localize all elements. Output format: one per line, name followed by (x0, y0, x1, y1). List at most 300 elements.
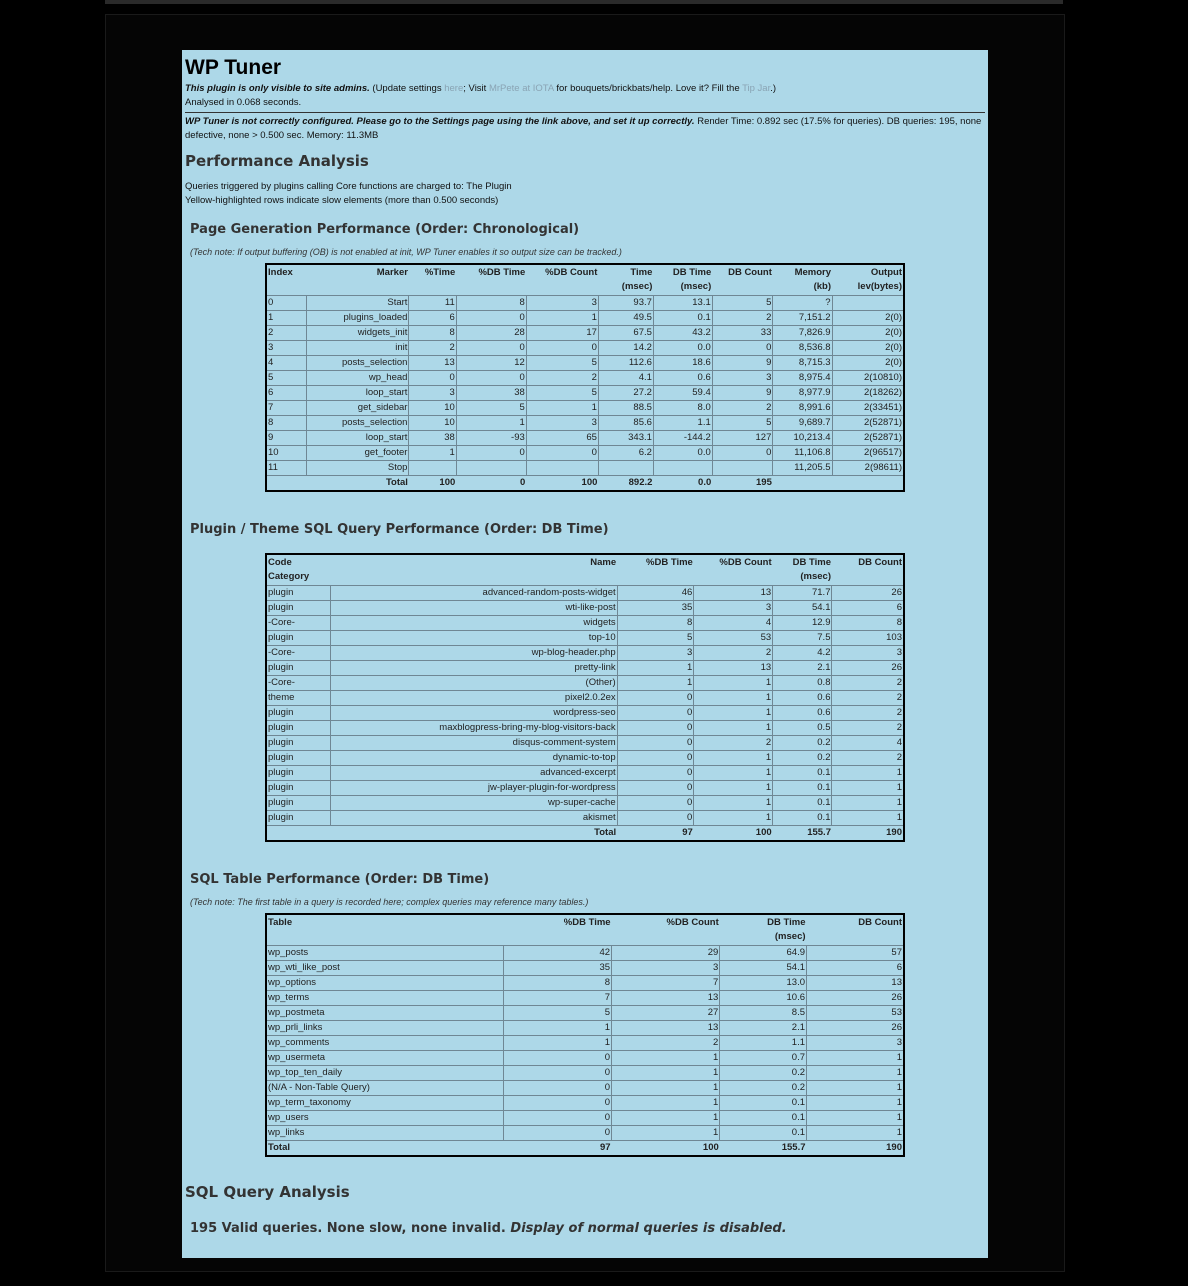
table-cell: 0 (712, 341, 773, 356)
tip-text: for bouquets/brickbats/help. Love it? Fill the (553, 83, 743, 94)
table-row (266, 616, 904, 631)
table-cell: 3 (617, 646, 694, 661)
plugin-sql-table (265, 553, 905, 842)
table-cell: 2(52871) (832, 416, 904, 431)
table-row (266, 661, 904, 676)
table-cell: 0 (456, 371, 526, 386)
table-cell: -144.2 (653, 431, 712, 446)
table-cell: 0 (617, 811, 694, 826)
table-cell: 67.5 (598, 326, 653, 341)
table-cell (712, 461, 773, 476)
table-cell: get_sidebar (306, 401, 409, 416)
settings-link[interactable]: here (444, 83, 464, 94)
table-cell: 1 (807, 1126, 904, 1141)
table-cell: 2.1 (720, 1021, 807, 1036)
table-cell: 85.6 (598, 416, 653, 431)
table-cell: 1.1 (653, 416, 712, 431)
table-cell: 0.1 (720, 1111, 807, 1126)
visit-text: ; Visit (463, 83, 489, 94)
table-row (266, 1126, 904, 1141)
table-cell: 9,689.7 (773, 416, 832, 431)
table-cell: 1 (807, 1051, 904, 1066)
table-cell: 1 (807, 1096, 904, 1111)
table-cell: 3 (712, 371, 773, 386)
table-cell: 10.6 (720, 991, 807, 1006)
table-cell: posts_selection (306, 356, 409, 371)
column-header: DB Time (msec) (653, 264, 712, 296)
table-cell: plugin (266, 736, 331, 751)
table-cell: 11,106.8 (773, 446, 832, 461)
table-cell: 2(96517) (832, 446, 904, 461)
table-cell: 3 (409, 386, 456, 401)
total-row (266, 826, 904, 842)
table-cell: wp_head (306, 371, 409, 386)
total-cell: 155.7 (781, 1142, 806, 1153)
table-cell: wp_wti_like_post (266, 961, 504, 976)
table-cell: 0.8 (773, 676, 832, 691)
table-cell: 1 (526, 401, 598, 416)
table-cell: 8,991.6 (773, 401, 832, 416)
column-header: DB Time (msec) (773, 554, 832, 586)
table-cell: 0 (617, 796, 694, 811)
table-cell: 0 (617, 766, 694, 781)
table-cell: 11 (266, 461, 306, 476)
table-row (266, 991, 904, 1006)
table-cell: 17 (526, 326, 598, 341)
table-cell: 7,826.9 (773, 326, 832, 341)
close-paren: .) (770, 83, 777, 94)
table-cell: wp_prli_links (266, 1021, 504, 1036)
table-cell: 9 (712, 386, 773, 401)
table-cell: 1 (409, 446, 456, 461)
table-cell: 13 (409, 356, 456, 371)
table-cell (409, 461, 456, 476)
column-header: %DB Count (694, 554, 773, 586)
table-row (266, 1066, 904, 1081)
table-row (266, 1036, 904, 1051)
table-cell: loop_start (306, 386, 409, 401)
table-cell: 10 (266, 446, 306, 461)
table-cell: 0.1 (720, 1096, 807, 1111)
table-cell: maxblogpress-bring-my-blog-visitors-back (331, 721, 618, 736)
column-header: Output lev(bytes) (832, 264, 904, 296)
table-cell: 2(52871) (832, 431, 904, 446)
table-cell: 1 (266, 311, 306, 326)
table-cell: 112.6 (598, 356, 653, 371)
table-cell: plugin (266, 706, 331, 721)
table-cell: 0.0 (653, 446, 712, 461)
table-row (266, 1051, 904, 1066)
table-cell: plugin (266, 811, 331, 826)
table-cell: plugin (266, 661, 331, 676)
table-cell: 1 (832, 781, 904, 796)
table-cell: 13.1 (653, 296, 712, 311)
table-cell: 0.1 (773, 781, 832, 796)
table-cell: 1 (807, 1111, 904, 1126)
table-cell: 0.2 (720, 1081, 807, 1096)
table-cell: 0 (617, 721, 694, 736)
table-cell: top-10 (331, 631, 618, 646)
table-cell: 2 (526, 371, 598, 386)
table-cell: 46 (617, 586, 694, 601)
divider (185, 112, 985, 113)
table-cell: 9 (712, 356, 773, 371)
table-cell: 3 (612, 961, 720, 976)
table-cell: 4 (694, 616, 773, 631)
table-cell: wp_comments (266, 1036, 504, 1051)
table-cell: 1 (612, 1081, 720, 1096)
table-cell: wp_terms (266, 991, 504, 1006)
table-cell: 28 (456, 326, 526, 341)
table-cell: 18.6 (653, 356, 712, 371)
table-cell: 12.9 (773, 616, 832, 631)
table-cell: 7 (504, 991, 612, 1006)
table-cell: 8,536.8 (773, 341, 832, 356)
table-cell: 4.2 (773, 646, 832, 661)
table-cell: 0.1 (653, 311, 712, 326)
table-cell: 3 (832, 646, 904, 661)
table-row (266, 401, 904, 416)
table-cell (456, 461, 526, 476)
table-cell: wp_top_ten_daily (266, 1066, 504, 1081)
table-cell: 54.1 (773, 601, 832, 616)
table-cell: plugin (266, 796, 331, 811)
column-header: %DB Count (526, 264, 598, 296)
total-cell: 100 (755, 827, 772, 838)
table-cell: 0 (504, 1051, 612, 1066)
table-cell: 64.9 (720, 946, 807, 961)
table-cell: 1 (694, 691, 773, 706)
table-cell: -Core- (266, 676, 331, 691)
table-row (266, 1081, 904, 1096)
table-cell: 27 (612, 1006, 720, 1021)
query-summary-text: 195 Valid queries. None slow, none invalid. (190, 1221, 511, 1236)
table-cell: 8.5 (720, 1006, 807, 1021)
table-cell: 2 (832, 721, 904, 736)
table-cell: 6.2 (598, 446, 653, 461)
table-cell: akismet (331, 811, 618, 826)
table-cell: wp_postmeta (266, 1006, 504, 1021)
total-cell: Total (594, 827, 617, 838)
table-cell: 0 (526, 446, 598, 461)
table-cell: 0.2 (720, 1066, 807, 1081)
page-gen-note: (Tech note: If output buffering (OB) is not enabled at init, WP Tuner enables it so output size can be tracked.) (190, 247, 622, 257)
table-cell: 10 (409, 416, 456, 431)
table-row (266, 311, 904, 326)
table-row (266, 431, 904, 446)
table-cell: 2(0) (832, 326, 904, 341)
table-cell: 1 (832, 796, 904, 811)
table-cell: plugin (266, 601, 331, 616)
table-cell: 5 (504, 1006, 612, 1021)
table-cell: 7,151.2 (773, 311, 832, 326)
table-cell: -Core- (266, 616, 331, 631)
table-cell: 0 (617, 781, 694, 796)
table-cell: 3 (266, 341, 306, 356)
table-cell: loop_start (306, 431, 409, 446)
total-cell: 100 (439, 477, 456, 488)
config-warning-stats: Render Time: 0.892 sec (17.5% for queries). DB queries: 195, none defective, none > 0.500 sec. Memory: 11.3MB (185, 116, 982, 141)
query-summary (190, 1221, 985, 1236)
table-row (266, 781, 904, 796)
table-cell: plugin (266, 781, 331, 796)
table-cell: plugin (266, 586, 331, 601)
table-cell: pretty-link (331, 661, 618, 676)
total-cell (266, 476, 306, 492)
total-cell: 892.2 (628, 477, 653, 488)
table-cell: 1 (694, 721, 773, 736)
table-cell: 1 (612, 1051, 720, 1066)
total-cell (266, 826, 331, 842)
table-row (266, 796, 904, 811)
table-row (266, 371, 904, 386)
table-cell: 10 (409, 401, 456, 416)
table-cell: 2 (832, 706, 904, 721)
table-cell: wp-super-cache (331, 796, 618, 811)
perf-line-1: Queries triggered by plugins calling Core functions are charged to: The Plugin (185, 181, 512, 192)
table-cell: 2 (712, 401, 773, 416)
table-cell: 6 (807, 961, 904, 976)
table-cell: 0.7 (720, 1051, 807, 1066)
table-cell: 93.7 (598, 296, 653, 311)
table-cell: 1 (612, 1066, 720, 1081)
table-cell: posts_selection (306, 416, 409, 431)
table-row (266, 1111, 904, 1126)
total-cell: 97 (600, 1142, 611, 1153)
table-cell: disqus-comment-system (331, 736, 618, 751)
page-gen-table (265, 263, 905, 492)
table-cell: 1 (617, 661, 694, 676)
table-cell: wp-blog-header.php (331, 646, 618, 661)
table-row (266, 946, 904, 961)
table-cell: 8,715.3 (773, 356, 832, 371)
table-cell: 0 (456, 446, 526, 461)
column-header: DB Count (807, 914, 904, 946)
table-cell: 0 (456, 341, 526, 356)
wp-tuner-panel (182, 50, 988, 1258)
column-header: %DB Time (617, 554, 694, 586)
total-cell: Total (385, 477, 408, 488)
table-cell: 26 (832, 661, 904, 676)
column-header: DB Count (712, 264, 773, 296)
table-cell: 13 (612, 1021, 720, 1036)
table-cell: 9 (266, 431, 306, 446)
table-cell: 0.6 (773, 691, 832, 706)
table-cell: 0.6 (773, 706, 832, 721)
table-cell: 1 (612, 1111, 720, 1126)
total-cell: 190 (886, 1142, 902, 1153)
table-cell: 0.6 (653, 371, 712, 386)
column-header: Table (266, 914, 504, 946)
table-cell: 0.0 (653, 341, 712, 356)
tip-jar-link[interactable]: Tip Jar (742, 83, 771, 94)
table-cell: (Other) (331, 676, 618, 691)
table-cell: wp_usermeta (266, 1051, 504, 1066)
table-cell: plugin (266, 751, 331, 766)
total-row (266, 1141, 904, 1157)
table-row (266, 446, 904, 461)
table-cell: 1 (807, 1066, 904, 1081)
table-cell: 2 (712, 311, 773, 326)
table-cell: 8 (266, 416, 306, 431)
table-cell: 5 (526, 356, 598, 371)
table-cell: 1 (694, 811, 773, 826)
table-cell: widgets_init (306, 326, 409, 341)
table-cell: wp_posts (266, 946, 504, 961)
table-cell: 11 (409, 296, 456, 311)
table-cell: 13 (694, 661, 773, 676)
table-cell: wordpress-seo (331, 706, 618, 721)
table-row (266, 976, 904, 991)
table-cell: 5 (456, 401, 526, 416)
table-cell: 1 (456, 416, 526, 431)
table-row (266, 296, 904, 311)
table-cell: 2(10810) (832, 371, 904, 386)
table-cell: 2 (832, 691, 904, 706)
table-row (266, 961, 904, 976)
table-cell: (N/A - Non-Table Query) (266, 1081, 504, 1096)
table-cell: 0 (504, 1096, 612, 1111)
table-cell: 53 (694, 631, 773, 646)
table-cell: 127 (712, 431, 773, 446)
table-cell: 2 (409, 341, 456, 356)
table-cell: 0.2 (773, 736, 832, 751)
table-cell: 2 (832, 751, 904, 766)
table-cell: 3 (807, 1036, 904, 1051)
table-row (266, 341, 904, 356)
total-cell: 100 (702, 1142, 719, 1153)
table-cell: 7 (612, 976, 720, 991)
table-cell (598, 461, 653, 476)
table-cell: 1 (694, 781, 773, 796)
page-title: WP Tuner (185, 56, 282, 79)
table-cell: 10,213.4 (773, 431, 832, 446)
mrpete-link[interactable]: MrPete at IOTA (488, 83, 554, 94)
table-cell: 13.0 (720, 976, 807, 991)
table-row (266, 601, 904, 616)
table-cell: 0.2 (773, 751, 832, 766)
table-row (266, 326, 904, 341)
column-header: Index (266, 264, 306, 296)
table-cell: 0 (617, 691, 694, 706)
table-cell: Stop (306, 461, 409, 476)
column-header: %DB Time (504, 914, 612, 946)
column-header: Time (msec) (598, 264, 653, 296)
table-row (266, 646, 904, 661)
table-cell: 1 (694, 766, 773, 781)
table-sql-table (265, 913, 905, 1157)
table-cell: 4 (266, 356, 306, 371)
table-cell: 1 (694, 706, 773, 721)
table-cell: 1.1 (720, 1036, 807, 1051)
table-cell: 0 (409, 371, 456, 386)
table-cell: 0 (504, 1126, 612, 1141)
perf-line-2: Yellow-highlighted rows indicate slow elements (more than 0.500 seconds) (185, 195, 499, 206)
table-cell: 5 (712, 296, 773, 311)
table-row (266, 676, 904, 691)
table-cell: 5 (617, 631, 694, 646)
query-analysis-heading: SQL Query Analysis (185, 1183, 350, 1201)
table-cell: 1 (694, 676, 773, 691)
table-cell: 2(98611) (832, 461, 904, 476)
table-cell: 42 (504, 946, 612, 961)
table-cell: 13 (694, 586, 773, 601)
table-cell: plugin (266, 631, 331, 646)
table-cell: 27.2 (598, 386, 653, 401)
table-cell: 13 (807, 976, 904, 991)
table-cell: 1 (617, 676, 694, 691)
table-cell: 11,205.5 (773, 461, 832, 476)
table-row (266, 1006, 904, 1021)
table-cell: 0 (617, 736, 694, 751)
table-cell: 0 (504, 1081, 612, 1096)
table-cell: pixel2.0.2ex (331, 691, 618, 706)
table-cell: 8 (617, 616, 694, 631)
column-header: %DB Count (612, 914, 720, 946)
table-cell: 38 (456, 386, 526, 401)
table-cell: 1 (694, 796, 773, 811)
table-cell: 8 (504, 976, 612, 991)
table-cell: 26 (807, 991, 904, 1006)
table-cell: 0.1 (773, 796, 832, 811)
table-cell: widgets (331, 616, 618, 631)
table-cell: 4.1 (598, 371, 653, 386)
table-cell: 1 (832, 766, 904, 781)
table-cell: 3 (526, 296, 598, 311)
table-cell: plugin (266, 721, 331, 736)
table-cell: 2(0) (832, 341, 904, 356)
column-header: %DB Time (456, 264, 526, 296)
table-cell (832, 296, 904, 311)
table-row (266, 751, 904, 766)
column-header: Marker (306, 264, 409, 296)
table-cell: 2 (694, 736, 773, 751)
table-cell: 6 (832, 601, 904, 616)
table-row (266, 721, 904, 736)
table-cell: 0 (266, 296, 306, 311)
table-cell: 43.2 (653, 326, 712, 341)
table-cell: 54.1 (720, 961, 807, 976)
table-cell: 2 (612, 1036, 720, 1051)
admin-note (185, 82, 985, 96)
total-row (266, 476, 904, 492)
table-cell (526, 461, 598, 476)
table-cell: 29 (612, 946, 720, 961)
total-cell (832, 476, 904, 492)
table-cell: 8.0 (653, 401, 712, 416)
column-header: Name (331, 554, 618, 586)
table-row (266, 356, 904, 371)
table-cell: 0 (712, 446, 773, 461)
table-cell: 1 (832, 811, 904, 826)
table-cell: 5 (526, 386, 598, 401)
table-row (266, 691, 904, 706)
table-row (266, 811, 904, 826)
table-cell: jw-player-plugin-for-wordpress (331, 781, 618, 796)
table-cell: 3 (694, 601, 773, 616)
table-cell: get_footer (306, 446, 409, 461)
table-sql-heading: SQL Table Performance (Order: DB Time) (190, 872, 490, 887)
table-cell: 2 (266, 326, 306, 341)
table-cell: 53 (807, 1006, 904, 1021)
table-cell: 33 (712, 326, 773, 341)
table-row (266, 386, 904, 401)
table-cell: 71.7 (773, 586, 832, 601)
analysed-time: Analysed in 0.068 seconds. (185, 97, 302, 108)
table-cell: ? (773, 296, 832, 311)
table-cell: dynamic-to-top (331, 751, 618, 766)
table-cell: 8 (456, 296, 526, 311)
